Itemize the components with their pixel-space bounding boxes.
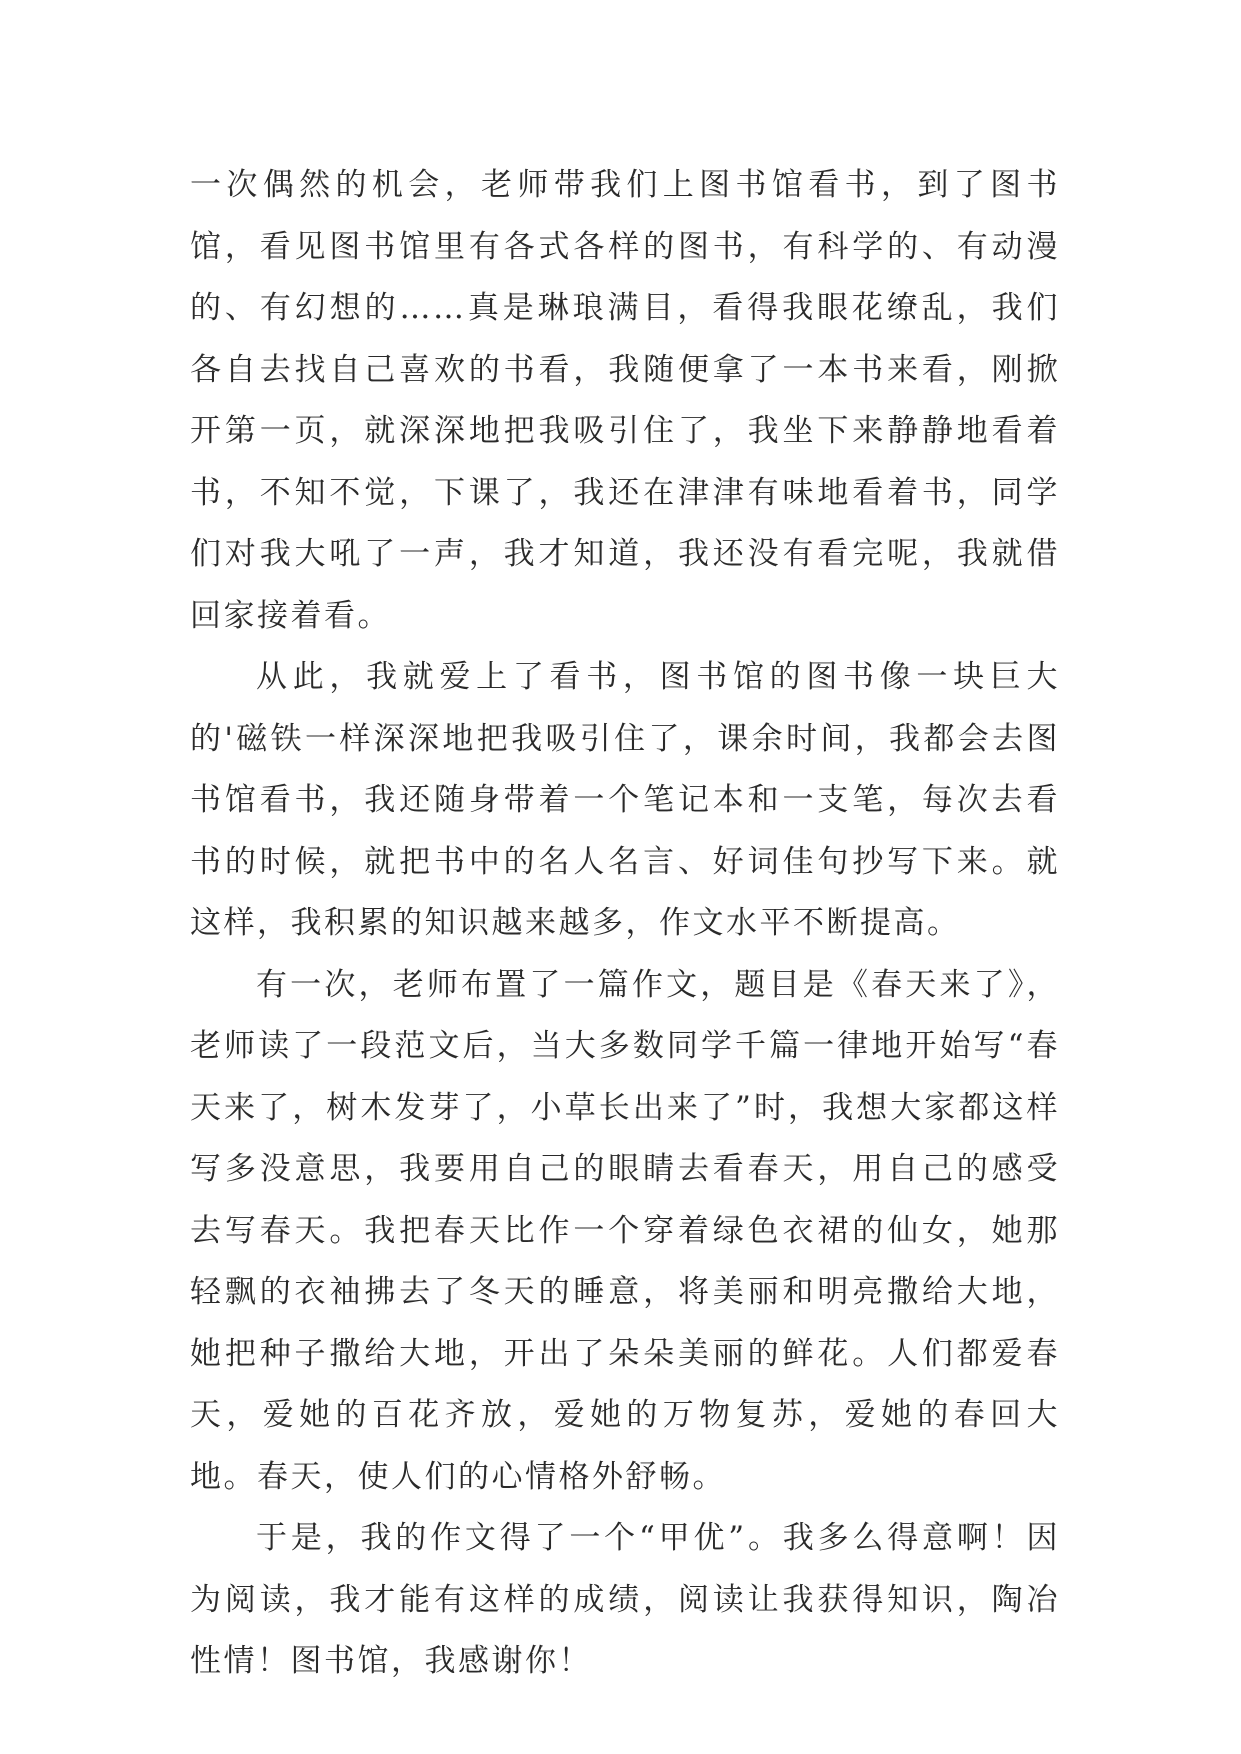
paragraph-love-reading: 从此，我就爱上了看书，图书馆的图书像一块巨大的'磁铁一样深深地把我吸引住了，课余时间，我都会去图书馆看书，我还随身带着一个笔记本和一支笔，每次去看书的时候，就把书中的名人名言、好词佳句抄写下来。就这样，我积累的知识越来越多，作文水平不断提高。 bbox=[190, 659, 1060, 941]
paragraph-library-visit: 一次偶然的机会，老师带我们上图书馆看书，到了图书馆，看见图书馆里有各式各样的图书，有科学的、有动漫的、有幻想的……真是琳琅满目，看得我眼花缭乱，我们各自去找自己喜欢的书看，我随便拿了一本书来看，刚掀开第一页，就深深地把我吸引住了，我坐下来静静地看着书，不知不觉，下课了，我还在津津有味地看着书，同学们对我大吼了一声，我才知道，我还没有看完呢，我就借回家接着看。 bbox=[190, 167, 1060, 634]
paragraph-spring-essay: 有一次，老师布置了一篇作文，题目是《春天来了》，老师读了一段范文后，当大多数同学千篇一律地开始写“春天来了，树木发芽了，小草长出来了”时，我想大家都这样写多没意思，我要用自己的眼睛去看春天，用自己的感受去写春天。我把春天比作一个穿着绿色衣裙的仙女，她那轻飘的衣袖拂去了冬天的睡意，将美丽和明亮撒给大地，她把种子撒给大地，开出了朵朵美丽的鲜花。人们都爱春天，爱她的百花齐放，爱她的万物复苏，爱她的春回大地。春天，使人们的心情格外舒畅。 bbox=[190, 966, 1060, 1495]
paragraph-conclusion: 于是，我的作文得了一个“甲优”。我多么得意啊！因为阅读，我才能有这样的成绩，阅读让我获得知识，陶冶性情！图书馆，我感谢你！ bbox=[190, 1520, 1060, 1679]
essay-body bbox=[190, 155, 1060, 1693]
